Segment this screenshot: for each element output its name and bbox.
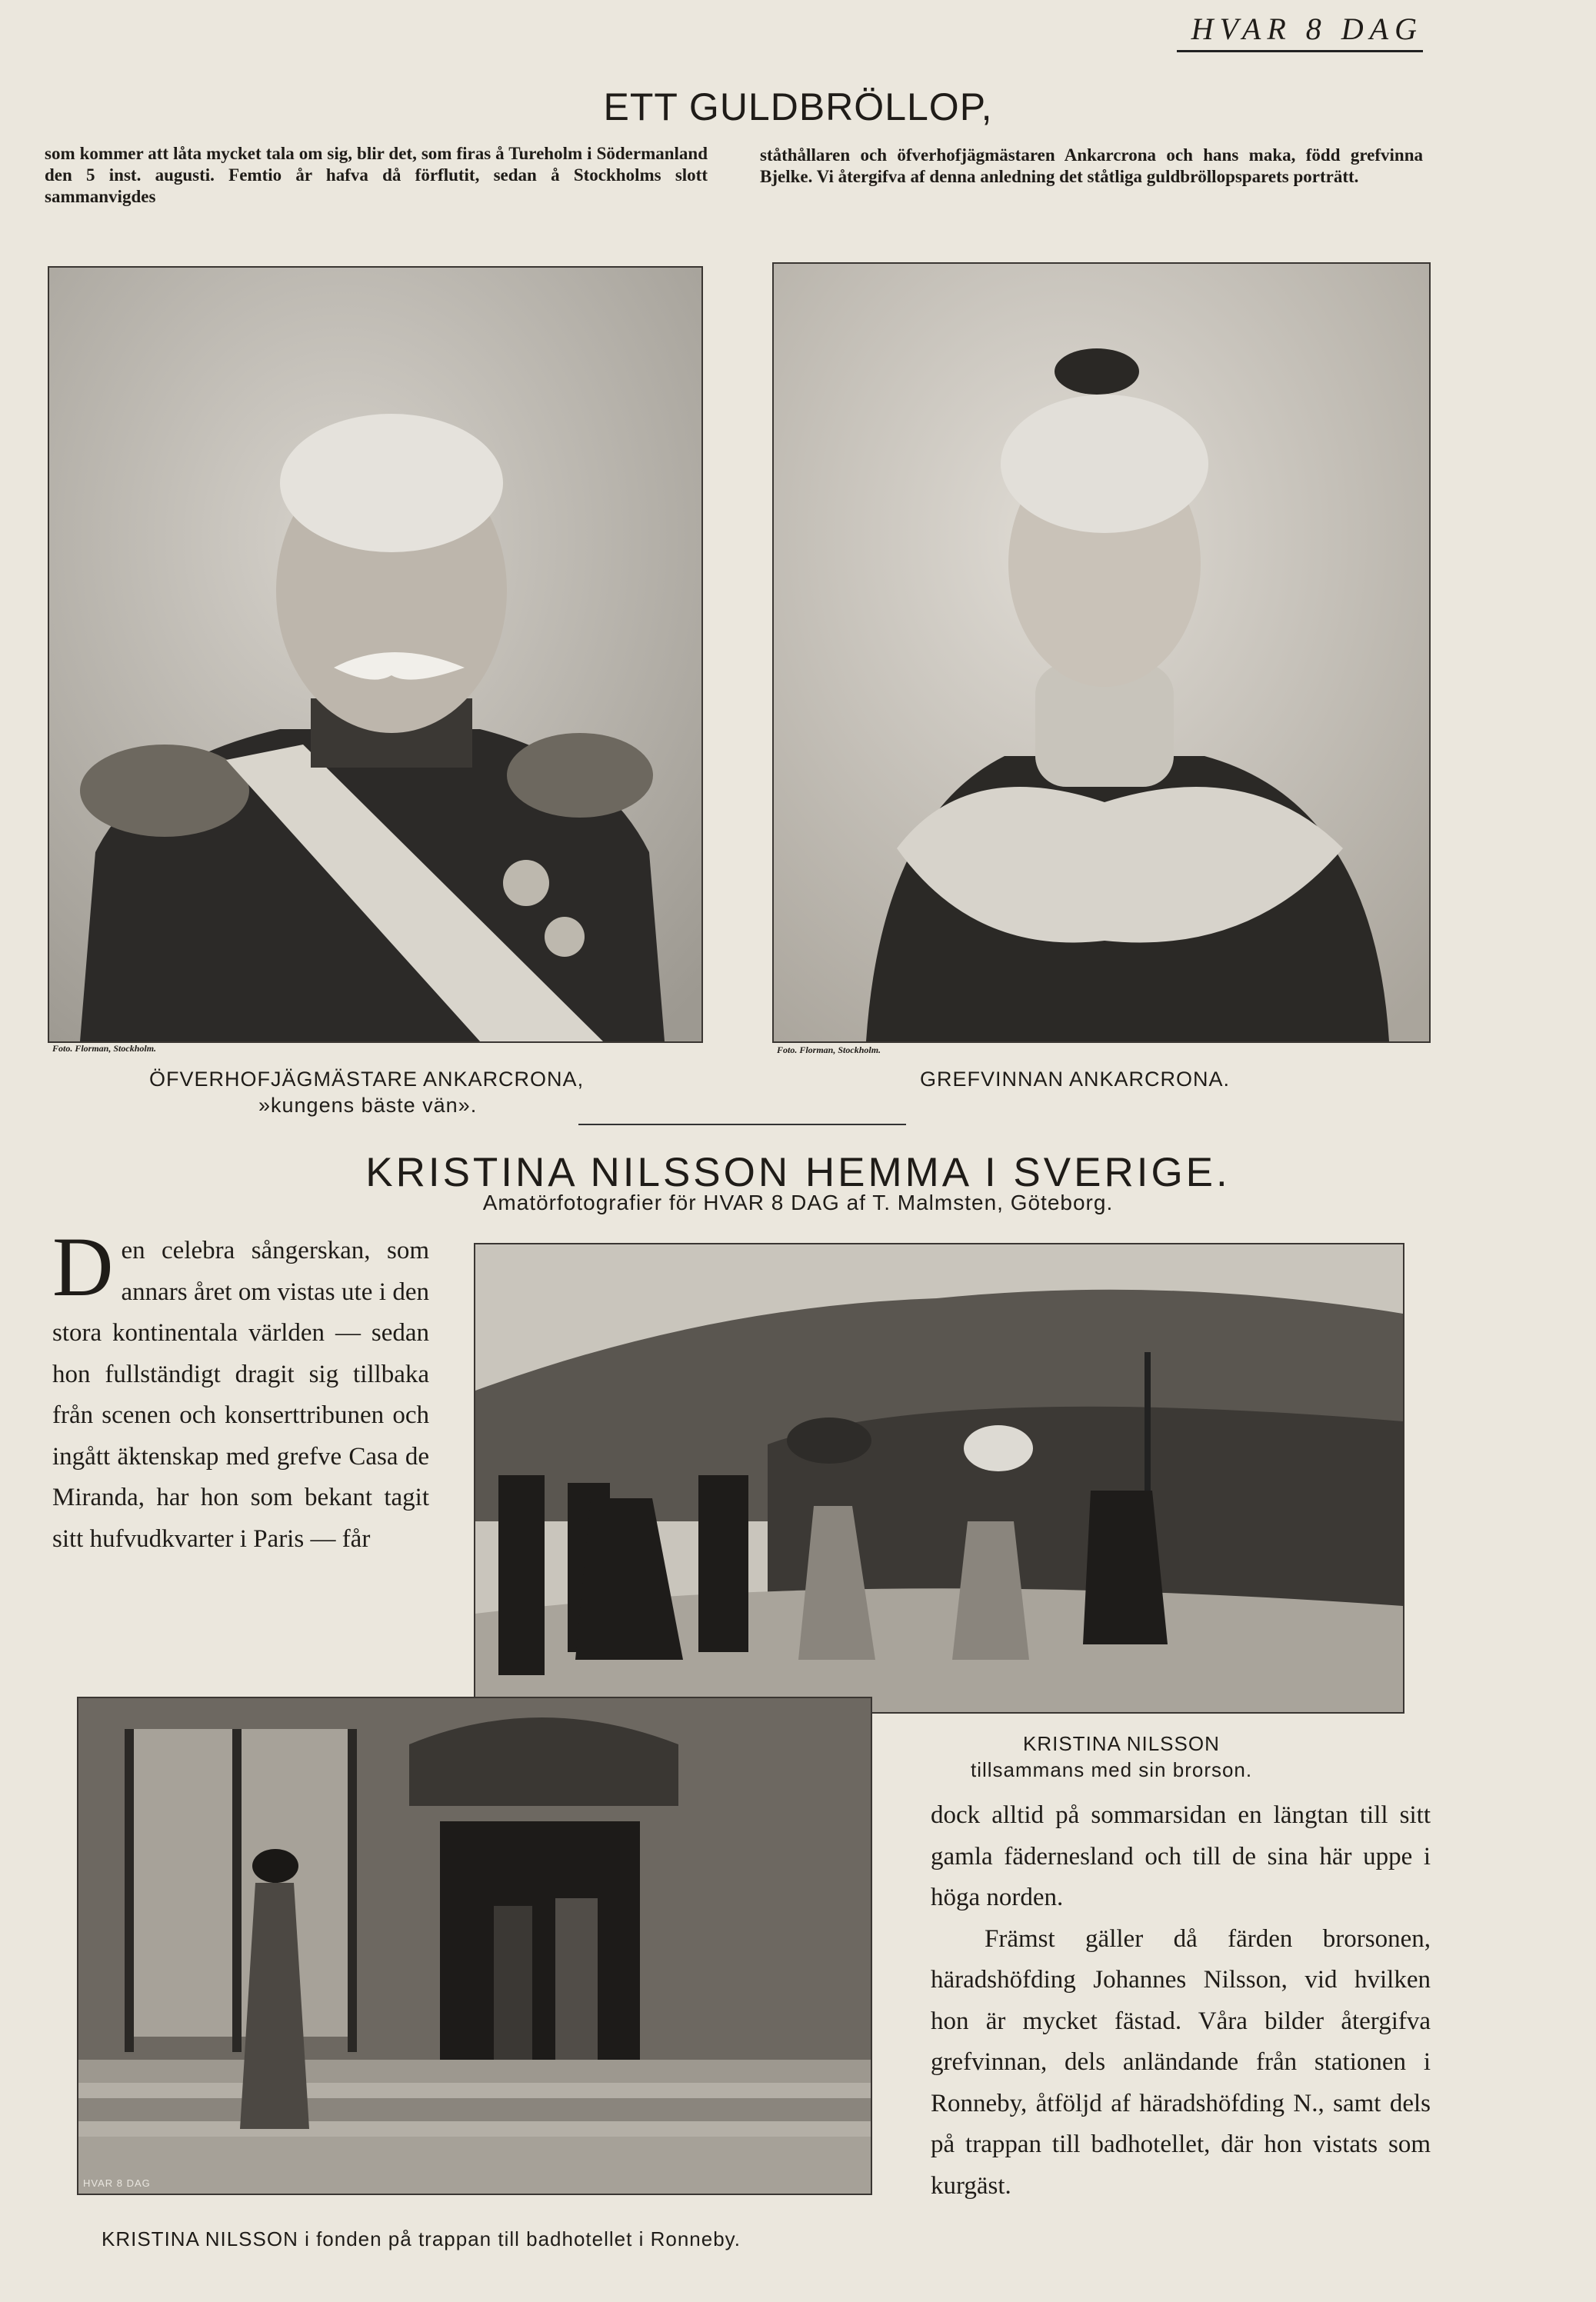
caption-ankarcrona: ÖFVERHOFJÄGMÄSTARE ANKARCRONA,	[149, 1068, 585, 1091]
photo-walking-group	[474, 1243, 1404, 1714]
photo-credit-right: Foto. Florman, Stockholm.	[777, 1044, 881, 1055]
body-text-left	[52, 1220, 429, 1560]
caption-ankarcrona-sub: »kungens bäste vän».	[258, 1094, 478, 1117]
divider-rule	[578, 1124, 906, 1125]
portrait-photo-grefvinnan	[772, 262, 1431, 1043]
body-text-right	[931, 1795, 1431, 2207]
photo-hotel-stairs	[77, 1697, 872, 2195]
stairs-photo-watermark: HVAR 8 DAG	[83, 2177, 151, 2189]
caption-walking: KRISTINA NILSSON	[1023, 1732, 1220, 1755]
portrait-photo-ankarcrona	[48, 266, 703, 1043]
masthead: HVAR 8 DAG	[1177, 11, 1423, 52]
body-right-paragraph-1: dock alltid på sommarsidan en längtan till sitt gamla fädernesland och till de sina här uppe i höga norden.	[931, 1801, 1431, 1911]
caption-walking-sub: tillsammans med sin brorson.	[971, 1758, 1253, 1781]
caption-grefvinnan: GREFVINNAN ANKARCRONA.	[920, 1068, 1231, 1091]
article-subtitle: Amatörfotografier för HVAR 8 DAG af T. Malmsten, Göteborg.	[482, 1191, 1114, 1214]
dropcap: D	[52, 1220, 114, 1314]
caption-stairs: KRISTINA NILSSON i fonden på trappan till badhotellet i Ronneby.	[102, 2227, 741, 2250]
intro-text-left: som kommer att låta mycket tala om sig, blir det, som firas å Tureholm i Södermanland den 5 inst. augusti. Femtio år hafva då förflutit, sedan å Stockholms slott sammanvigdes	[45, 144, 708, 206]
intro-text-right: ståthållaren och öfverhofjägmästaren Ankarcrona och hans maka, född grefvinna Bjelke. Vi återgifva af denna anledning det ståtliga guldbröllopsparets porträtt.	[760, 145, 1423, 186]
article-title-kristina-nilsson: KRISTINA NILSSON HEMMA I SVERIGE.	[365, 1150, 1231, 1195]
body-right-paragraph-2: Främst gäller då färden brorsonen, häradshöfding Johannes Nilsson, vid hvilken hon är mycket fästad. Våra bilder återgifva grefvinnan, dels anländande från stationen i Ronneby, åtföljd af häradshöfding N., samt dels på trappan till badhotellet, där hon vistats som kurgäst.	[931, 1924, 1431, 2200]
article-title-guldbrollop: ETT GULDBRÖLLOP,	[603, 85, 993, 128]
photo-credit-left: Foto. Florman, Stockholm.	[52, 1043, 157, 1054]
body-left-text: en celebra sångerskan, som annars året om vistas ute i den stora kontinentala världen — sedan hon fullständigt dragit sig tillbaka från scenen och konserttribunen och ingått äktenskap med grefve Casa de Miranda, har hon som bekant tagit sitt hufvudkvarter i Paris — får	[52, 1237, 429, 1553]
